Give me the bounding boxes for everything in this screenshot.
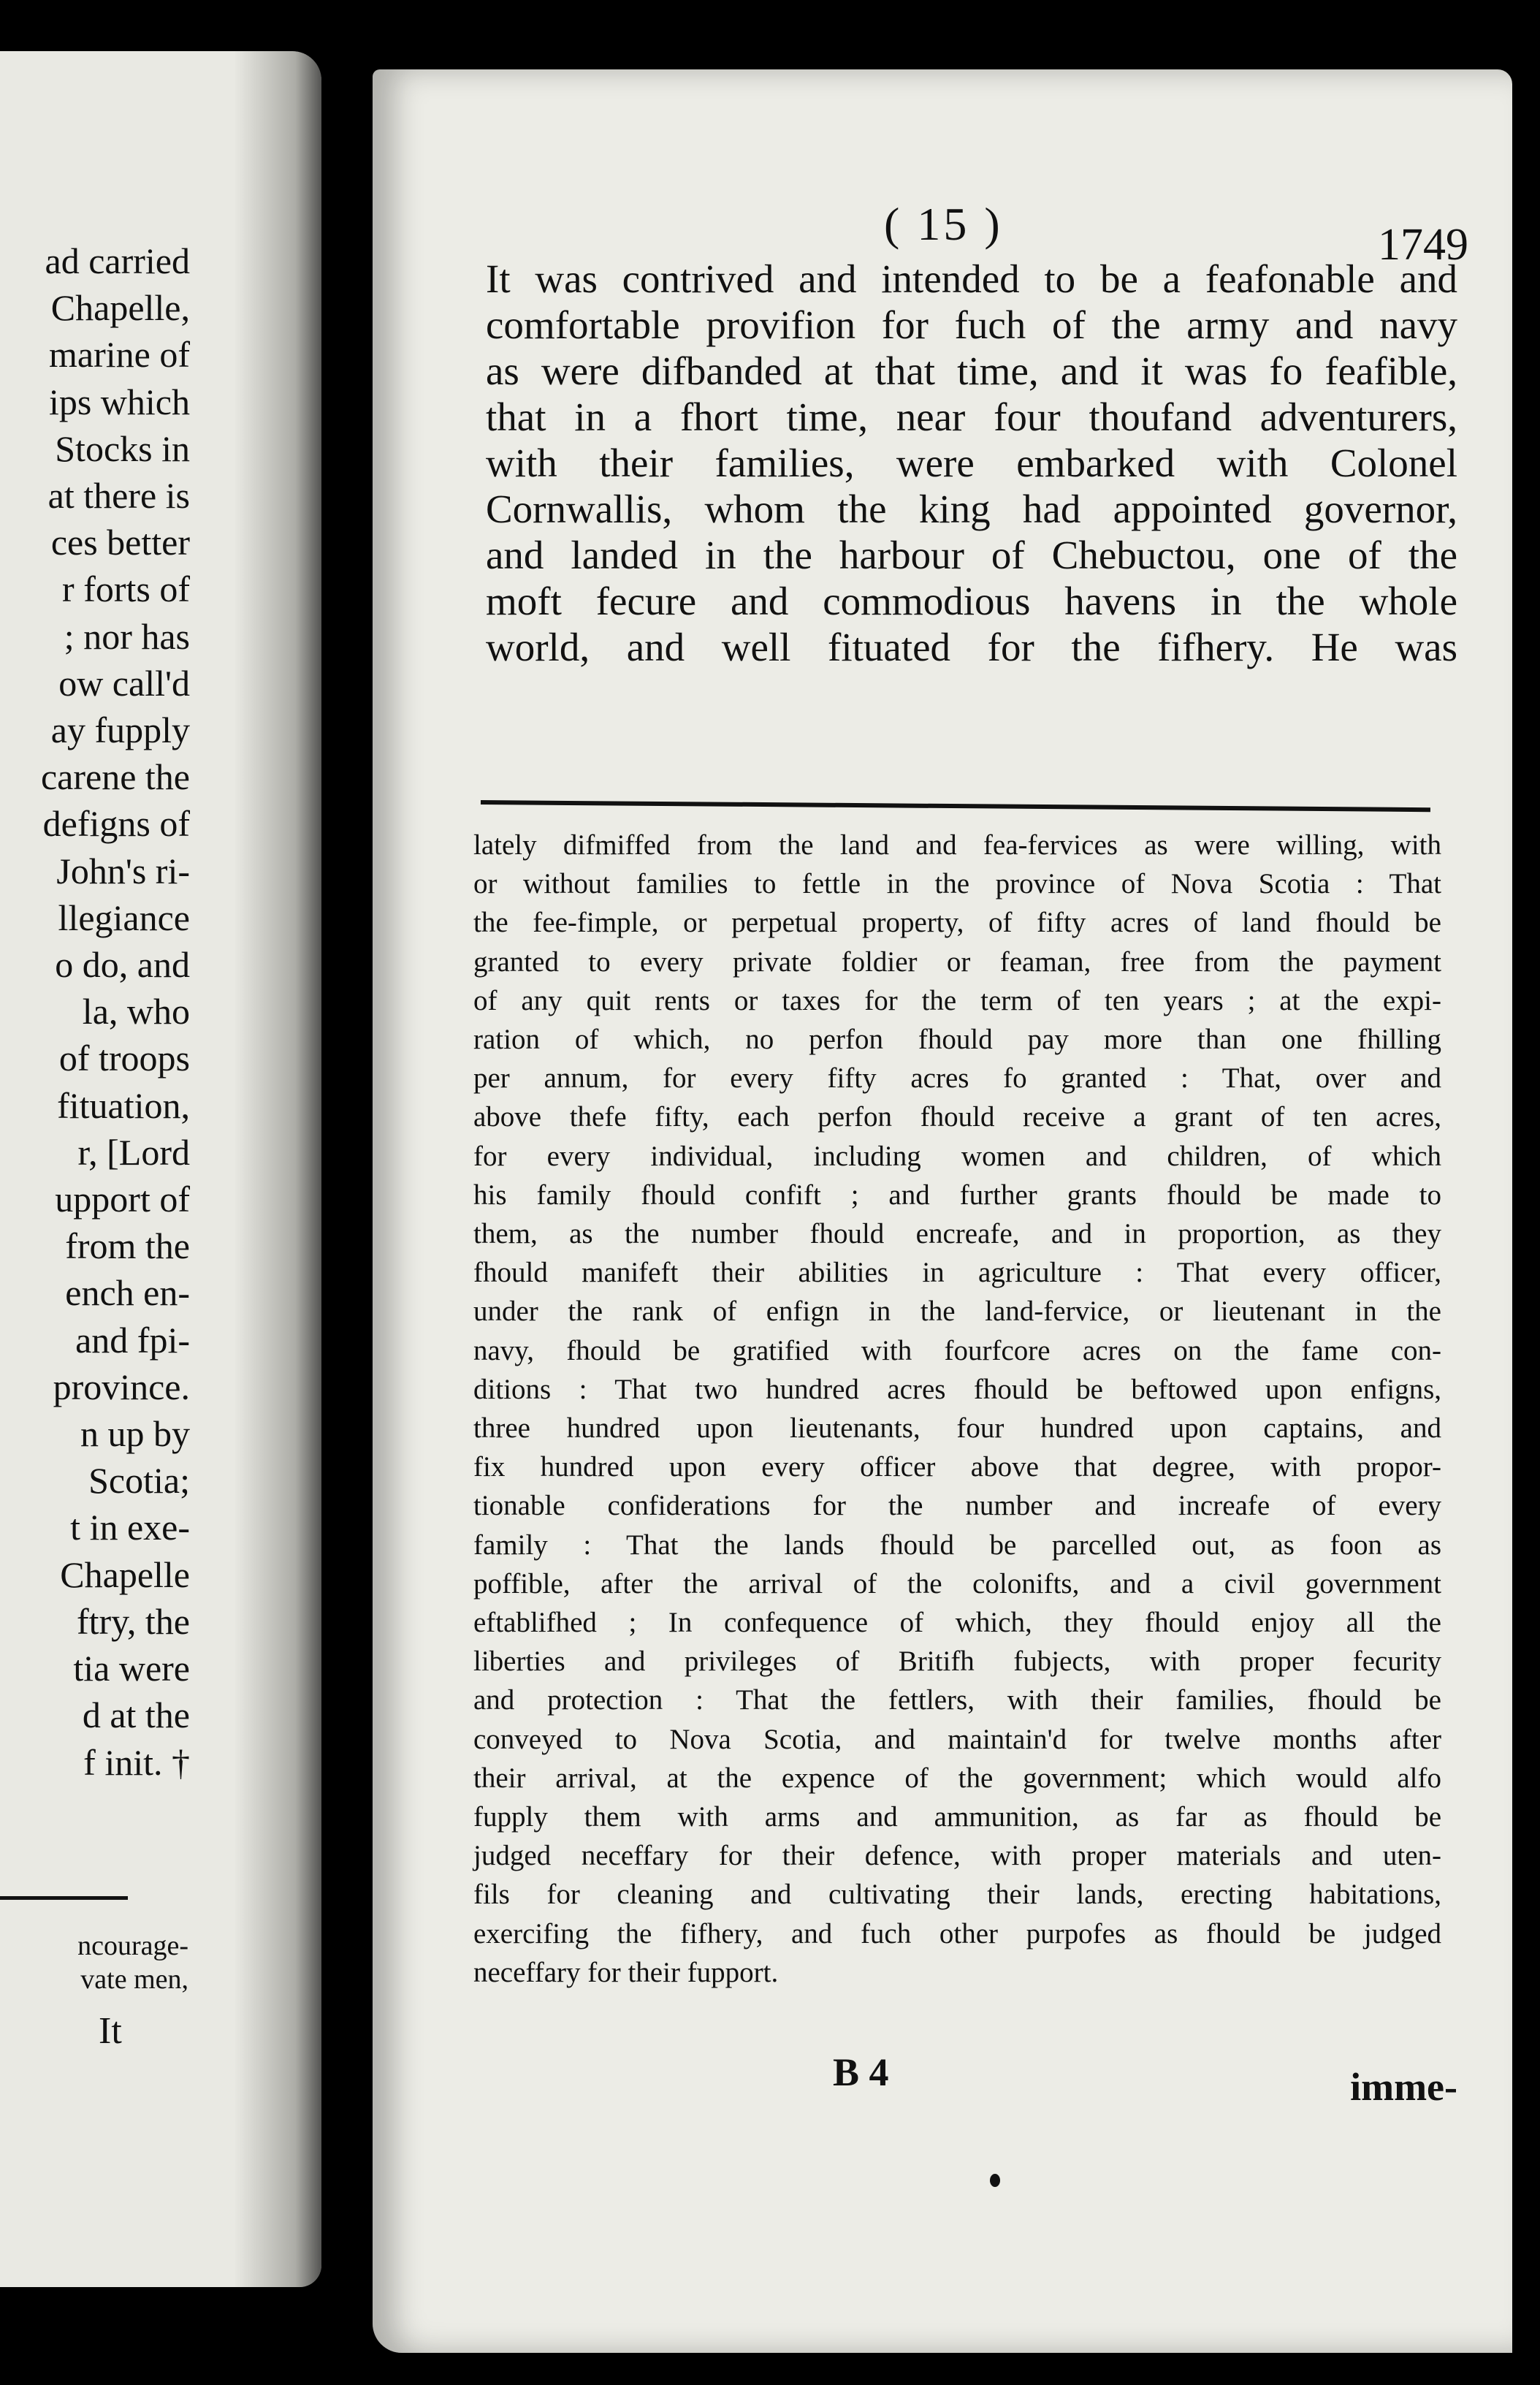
text-line: fix hundred upon every officer above that degree, with propor- (473, 1451, 1441, 1483)
page-number: ( 15 ) (884, 198, 1003, 250)
text-line: Cornwallis, whom the king had appointed governor, (486, 487, 1457, 531)
text-line: them, as the number fhould encreafe, and in proportion, as they (473, 1218, 1441, 1250)
text-line: carene the (40, 756, 190, 798)
text-line: upport of (55, 1179, 190, 1220)
text-line: conveyed to Nova Scotia, and maintain'd for twelve months after (473, 1723, 1441, 1755)
left-page-fragment (0, 51, 321, 2287)
text-line: for every individual, including women and children, of which (473, 1140, 1441, 1172)
text-line: of any quit rents or taxes for the term of ten years ; at the expi- (473, 984, 1441, 1016)
left-page-text (0, 237, 190, 1786)
text-line: judged neceffary for their defence, with proper materials and uten- (473, 1840, 1441, 1872)
text-line: navy, fhould be gratified with fourfcore acres on the fame con- (473, 1334, 1441, 1366)
text-line: r, [Lord (77, 1131, 190, 1173)
text-line: province. (53, 1366, 190, 1407)
text-line: per annum, for every fifty acres fo granted : That, over and (473, 1062, 1441, 1095)
text-line: at there is (47, 475, 190, 517)
text-line: liberties and privileges of Britifh fubjects, with proper fecurity (473, 1646, 1441, 1678)
text-line: or without families to fettle in the province of Nova Scotia : That (473, 868, 1441, 900)
text-line: neceffary for their fupport. (473, 1956, 779, 1988)
text-line: ips which (48, 381, 190, 422)
text-line: lately difmiffed from the land and fea-fervices as were willing, with (473, 829, 1441, 861)
text-line: ; nor has (64, 615, 190, 657)
text-line: world, and well fituated for the fifhery. He was (486, 625, 1457, 669)
year-heading: 1749 (1378, 220, 1468, 270)
text-line: with their families, were embarked with Colonel (486, 441, 1457, 485)
text-line: three hundred upon lieutenants, four hundred upon captains, and (473, 1412, 1441, 1445)
footnote-block (473, 826, 1441, 1992)
text-line: under the rank of enfign in the land-fervice, or lieutenant in the (473, 1296, 1441, 1328)
text-line: Stocks in (55, 427, 190, 469)
text-line: moft fecure and commodious havens in the whole (486, 579, 1457, 623)
left-page-notes (0, 1929, 188, 1996)
text-line: ditions : That two hundred acres fhould be beftowed upon enfigns, (473, 1373, 1441, 1405)
ink-speck (990, 2174, 1000, 2187)
text-line: ad carried (45, 240, 190, 281)
text-line: Chapelle (60, 1553, 190, 1595)
text-line: Scotia; (88, 1460, 190, 1502)
text-line: ration of which, no perfon fhould pay more than one fhilling (473, 1024, 1441, 1056)
footnote-rule (481, 800, 1430, 812)
text-line: their arrival, at the expence of the government; which would alfo (473, 1762, 1441, 1794)
text-line: t in exe- (70, 1507, 190, 1548)
text-line: fupply them with arms and ammunition, as far as fhould be (473, 1801, 1441, 1833)
text-line: and landed in the harbour of Chebuctou, one of the (486, 533, 1457, 577)
text-line: ces better (50, 522, 190, 563)
text-line: o do, and (55, 944, 190, 986)
text-line: and fpi- (75, 1319, 190, 1361)
text-line: the fee-fimple, or perpetual property, of fifty acres of land fhould be (473, 907, 1441, 939)
text-line: that in a fhort time, near four thoufand adventurers, (486, 395, 1457, 439)
text-line: from the (65, 1225, 190, 1267)
text-line: n up by (80, 1413, 190, 1455)
left-catchword: It (99, 2010, 122, 2052)
text-line: f init. † (83, 1741, 190, 1783)
text-line: his family fhould confift ; and further grants fhould be made to (473, 1179, 1441, 1211)
text-line: fils for cleaning and cultivating their lands, erecting habitations, (473, 1879, 1441, 1911)
text-line: llegiance (58, 897, 190, 938)
text-line: la, who (82, 991, 190, 1032)
text-line: marine of (49, 334, 190, 376)
text-line: ay fupply (50, 710, 190, 751)
text-line: ow call'd (58, 662, 190, 704)
text-line: of troops (58, 1038, 190, 1079)
text-line: ftry, the (76, 1600, 190, 1642)
text-line: vate men, (80, 1964, 188, 1995)
text-line: eftablifhed ; In confequence of which, they fhould enjoy all the (473, 1607, 1441, 1639)
text-line: fhould manifeft their abilities in agriculture : That every officer, (473, 1257, 1441, 1289)
signature-mark: B 4 (833, 2050, 889, 2094)
text-line: defigns of (42, 803, 190, 845)
text-line: ncourage- (77, 1931, 188, 1961)
text-line: ench en- (65, 1272, 190, 1314)
text-line: and protection : That the fettlers, with their families, fhould be (473, 1684, 1441, 1716)
text-line: r forts of (62, 568, 190, 610)
text-line: comfortable provifion for fuch of the army and navy (486, 303, 1457, 347)
text-line: exercifing the fifhery, and fuch other purpofes as fhould be judged (473, 1917, 1441, 1950)
text-line: family : That the lands fhould be parcelled out, as foon as (473, 1529, 1441, 1561)
catchword: imme- (1350, 2065, 1457, 2109)
left-footnote-rule (0, 1896, 128, 1900)
text-line: d at the (82, 1694, 190, 1736)
text-line: tia were (73, 1648, 190, 1689)
text-line: as were difbanded at that time, and it was fo feafible, (486, 349, 1457, 393)
text-line: above thefe fifty, each perfon fhould receive a grant of ten acres, (473, 1101, 1441, 1133)
text-line: Chapelle, (50, 287, 190, 329)
main-text-block (486, 256, 1457, 670)
right-page (373, 69, 1512, 2353)
text-line: John's ri- (56, 850, 190, 891)
text-line: fituation, (57, 1084, 190, 1126)
text-line: tionable confiderations for the number and increafe of every (473, 1490, 1441, 1522)
text-line: poffible, after the arrival of the colonifts, and a civil government (473, 1567, 1441, 1599)
text-line: It was contrived and intended to be a feafonable and (486, 256, 1457, 301)
text-line: granted to every private foldier or feaman, free from the payment (473, 946, 1441, 978)
